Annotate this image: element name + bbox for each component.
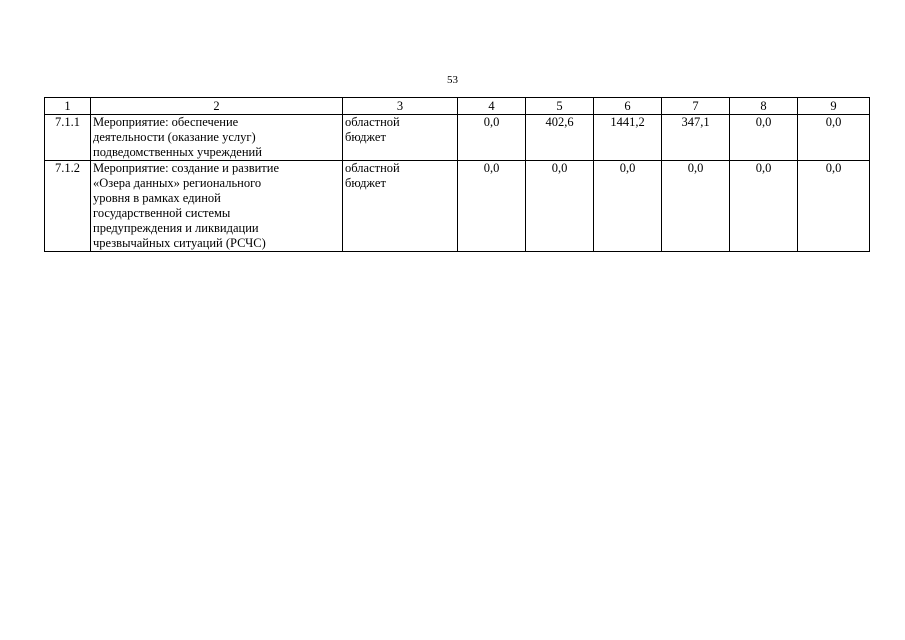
row-code: 7.1.1 [45,115,91,161]
column-header: 3 [343,98,458,115]
row-value: 0,0 [798,115,870,161]
column-header: 4 [458,98,526,115]
row-name [91,115,343,161]
row-value: 0,0 [730,161,798,252]
header-row [45,98,870,115]
row-source-line: областной [345,161,400,175]
page-number: 53 [447,74,458,86]
row-value: 347,1 [662,115,730,161]
row-name-line: предупреждения и ликвидации [93,221,259,235]
row-name-line: Мероприятие: создание и развитие [93,161,279,175]
row-value: 0,0 [526,161,594,252]
column-header: 8 [730,98,798,115]
row-value: 402,6 [526,115,594,161]
row-funding-source [343,115,458,161]
column-header: 7 [662,98,730,115]
column-header: 6 [594,98,662,115]
row-value: 0,0 [730,115,798,161]
budget-table [44,97,870,252]
column-header: 1 [45,98,91,115]
row-source-line: бюджет [345,176,386,190]
row-name-line: Мероприятие: обеспечение [93,115,239,129]
row-name-line: деятельности (оказание услуг) [93,130,256,144]
row-value: 0,0 [798,161,870,252]
row-value: 0,0 [458,161,526,252]
column-header: 2 [91,98,343,115]
table-row [45,115,870,161]
row-value: 0,0 [458,115,526,161]
column-header: 5 [526,98,594,115]
row-name-line: подведомственных учреждений [93,145,262,159]
row-value: 1441,2 [594,115,662,161]
row-code: 7.1.2 [45,161,91,252]
row-funding-source [343,161,458,252]
table-row [45,161,870,252]
row-value: 0,0 [662,161,730,252]
row-name [91,161,343,252]
column-header: 9 [798,98,870,115]
row-value: 0,0 [594,161,662,252]
row-source-line: областной [345,115,400,129]
row-name-line: «Озера данных» регионального [93,176,262,190]
row-name-line: чрезвычайных ситуаций (РСЧС) [93,236,266,250]
row-source-line: бюджет [345,130,386,144]
row-name-line: государственной системы [93,206,231,220]
row-name-line: уровня в рамках единой [93,191,221,205]
